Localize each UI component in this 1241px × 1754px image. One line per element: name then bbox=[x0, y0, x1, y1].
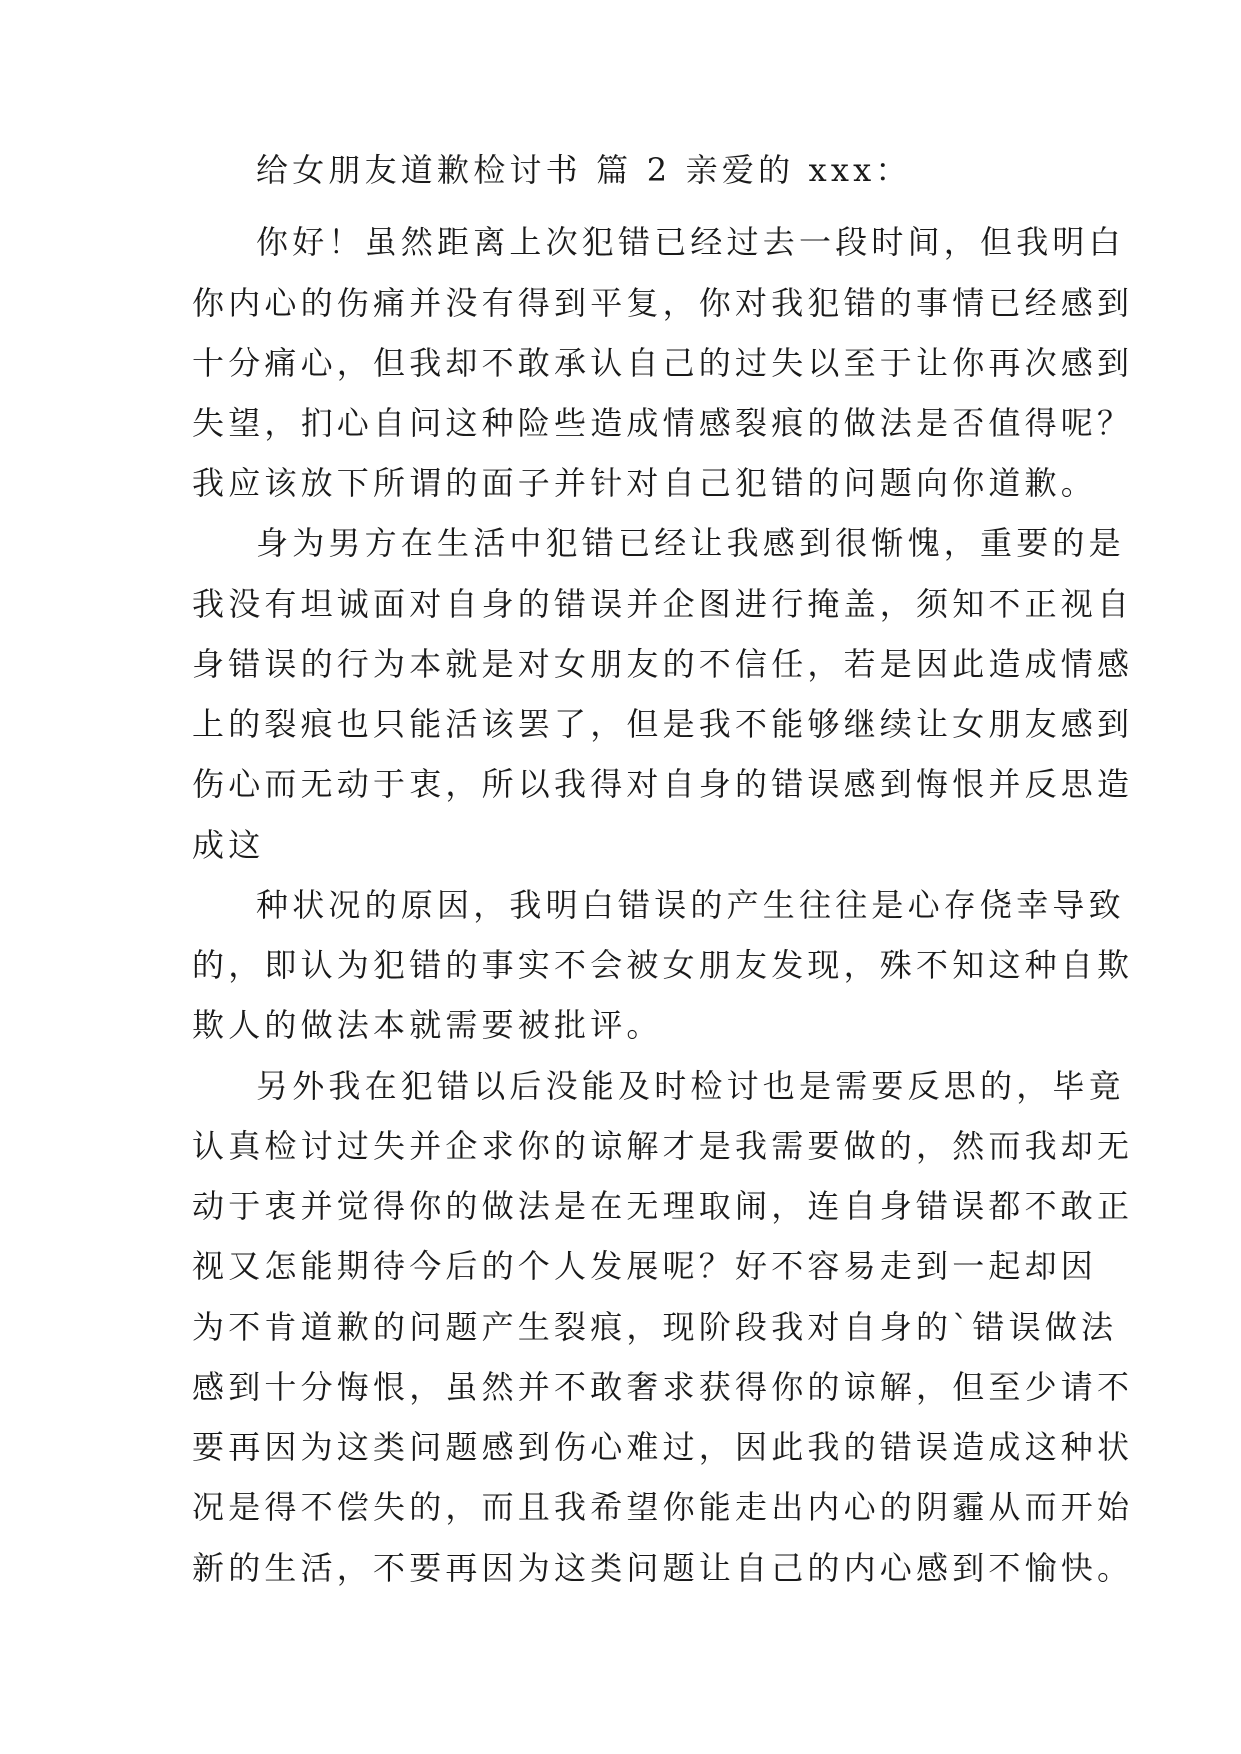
paragraph-2-line-3: 身错误的行为本就是对女朋友的不信任，若是因此造成情感 bbox=[192, 645, 1134, 683]
paragraph-2-line-4: 上的裂痕也只能活该罢了，但是我不能够继续让女朋友感到 bbox=[192, 705, 1134, 743]
paragraph-1-line-1: 你好！虽然距离上次犯错已经过去一段时间，但我明白 bbox=[256, 223, 1125, 261]
paragraph-2-line-5: 伤心而无动于衷，所以我得对自身的错误感到悔恨并反思造 bbox=[192, 765, 1134, 803]
paragraph-4-line-7: 要再因为这类问题感到伤心难过，因此我的错误造成这种状 bbox=[192, 1428, 1134, 1466]
paragraph-1-line-2: 你内心的伤痛并没有得到平复，你对我犯错的事情已经感到 bbox=[192, 284, 1134, 322]
paragraph-3-line-2: 的，即认为犯错的事实不会被女朋友发现，殊不知这种自欺 bbox=[192, 946, 1134, 984]
paragraph-3-line-1: 种状况的原因，我明白错误的产生往往是心存侥幸导致 bbox=[256, 886, 1125, 924]
paragraph-4-line-9: 新的生活，不要再因为这类问题让自己的内心感到不愉快。 bbox=[192, 1549, 1134, 1587]
paragraph-4-line-3: 动于衷并觉得你的做法是在无理取闹，连自身错误都不敢正 bbox=[192, 1187, 1134, 1225]
paragraph-3-line-3: 欺人的做法本就需要被批评。 bbox=[192, 1006, 663, 1044]
paragraph-4-line-5: 为不肯道歉的问题产生裂痕，现阶段我对自身的`错误做法 bbox=[192, 1308, 1118, 1346]
paragraph-2-line-1: 身为男方在生活中犯错已经让我感到很惭愧，重要的是 bbox=[256, 524, 1125, 562]
document-heading: 给女朋友道歉检讨书 篇 2 亲爱的 xxx： bbox=[256, 151, 912, 189]
paragraph-1-line-3: 十分痛心，但我却不敢承认自己的过失以至于让你再次感到 bbox=[192, 344, 1134, 382]
paragraph-1-line-4: 失望，扪心自问这种险些造成情感裂痕的做法是否值得呢？ bbox=[192, 404, 1134, 442]
paragraph-4-line-2: 认真检讨过失并企求你的谅解才是我需要做的，然而我却无 bbox=[192, 1127, 1134, 1165]
paragraph-4-line-4: 视又怎能期待今后的个人发展呢？好不容易走到一起却因 bbox=[192, 1247, 1098, 1285]
paragraph-4-line-1: 另外我在犯错以后没能及时检讨也是需要反思的，毕竟 bbox=[256, 1067, 1125, 1105]
paragraph-2-line-2: 我没有坦诚面对自身的错误并企图进行掩盖，须知不正视自 bbox=[192, 585, 1134, 623]
paragraph-4-line-8: 况是得不偿失的，而且我希望你能走出内心的阴霾从而开始 bbox=[192, 1488, 1134, 1526]
paragraph-2-line-6: 成这 bbox=[192, 826, 265, 864]
paragraph-4-line-6: 感到十分悔恨，虽然并不敢奢求获得你的谅解，但至少请不 bbox=[192, 1368, 1134, 1406]
paragraph-1-line-5: 我应该放下所谓的面子并针对自己犯错的问题向你道歉。 bbox=[192, 464, 1098, 502]
